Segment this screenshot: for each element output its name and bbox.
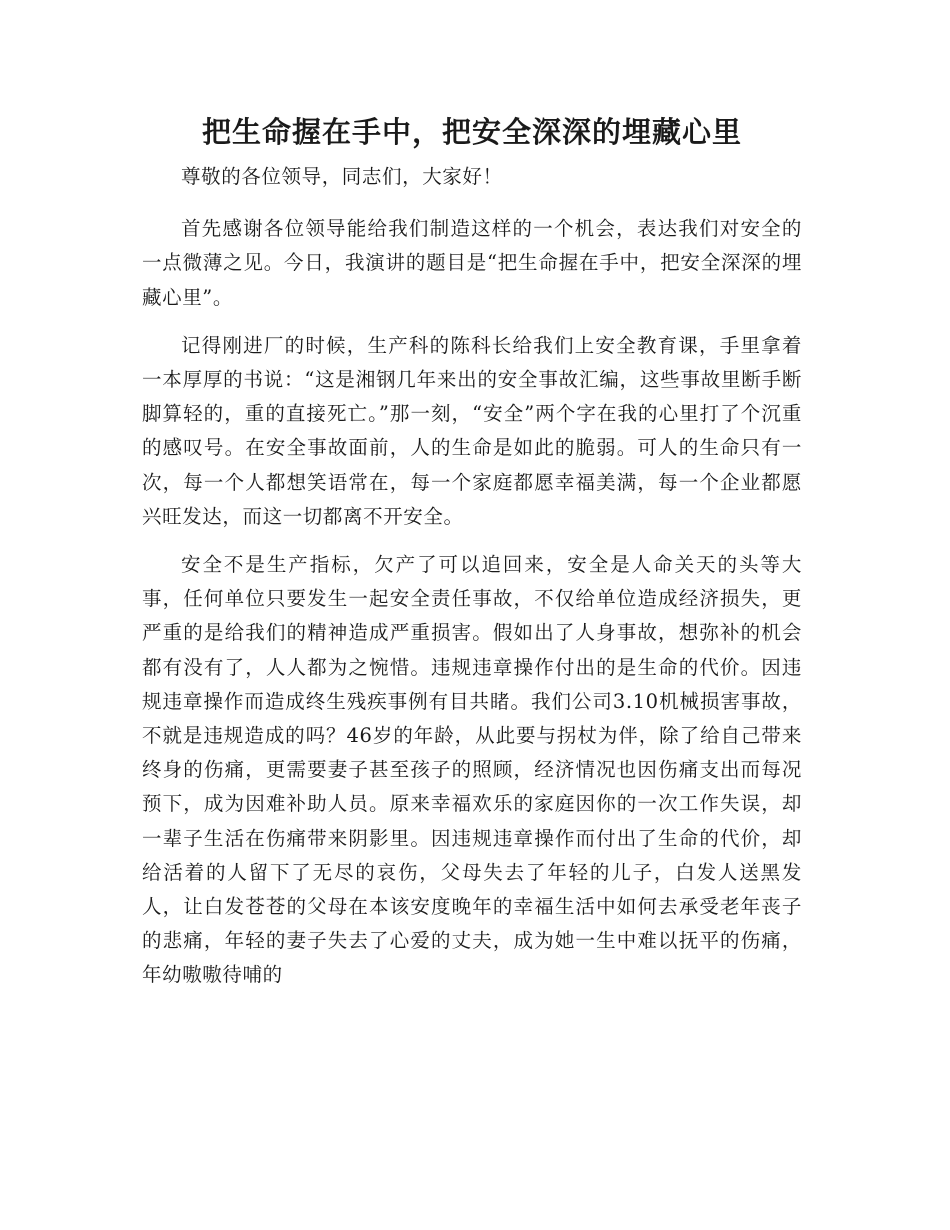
paragraph-safety: 安全不是生产指标，欠产了可以追回来，安全是人命关天的头等大事，任何单位只要发生一起安全责任事故，不仅给单位造成经济损失，更严重的是给我们的精神造成严重损害。假如出了人身事故，想弥补的机会都有没有了，人人都为之惋惜。违规违章操作付出的是生命的代价。因违规违章操作而造成终生残疾事例有目共睹。我们公司3.10机械损害事故，不就是违规造成的吗？46岁的年龄，从此要与拐杖为伴，除了给自己带来终身的伤痛，更需要妻子甚至孩子的照顾，经济情况也因伤痛支出而每况预下，成为因难补助人员。原来幸福欢乐的家庭因你的一次工作失误，却一辈子生活在伤痛带来阴影里。因违规违章操作而付出了生命的代价，却给活着的人留下了无尽的哀伤，父母失去了年轻的儿子，白发人送黑发人，让白发苍苍的父母在本该安度晚年的幸福生活中如何去承受老年丧子的悲痛，年轻的妻子失去了心爱的丈夫，成为她一生中难以抚平的伤痛，年幼嗷嗷待哺的 <box>142 553 802 987</box>
salutation: 尊敬的各位领导，同志们，大家好！ <box>181 165 503 188</box>
paragraph-intro: 首先感谢各位领导能给我们制造这样的一个机会，表达我们对安全的一点微薄之见。今日，我演讲的题目是“把生命握在手中，把安全深深的埋藏心里”。 <box>142 217 802 309</box>
document-page <box>142 112 802 1007</box>
paragraph-memory: 记得刚进厂的时候，生产科的陈科长给我们上安全教育课，手里拿着一本厚厚的书说：“这是湘钢几年来出的安全事故汇编，这些事故里断手断脚算轻的，重的直接死亡。”那一刻，“安全”两个字在我的心里打了个沉重的感叹号。在安全事故面前，人的生命是如此的脆弱。可人的生命只有一次，每一个人都想笑语常在，每一个家庭都愿幸福美满，每一个企业都愿兴旺发达，而这一切都离不开安全。 <box>142 333 802 528</box>
document-title: 把生命握在手中，把安全深深的埋藏心里 <box>201 115 742 149</box>
